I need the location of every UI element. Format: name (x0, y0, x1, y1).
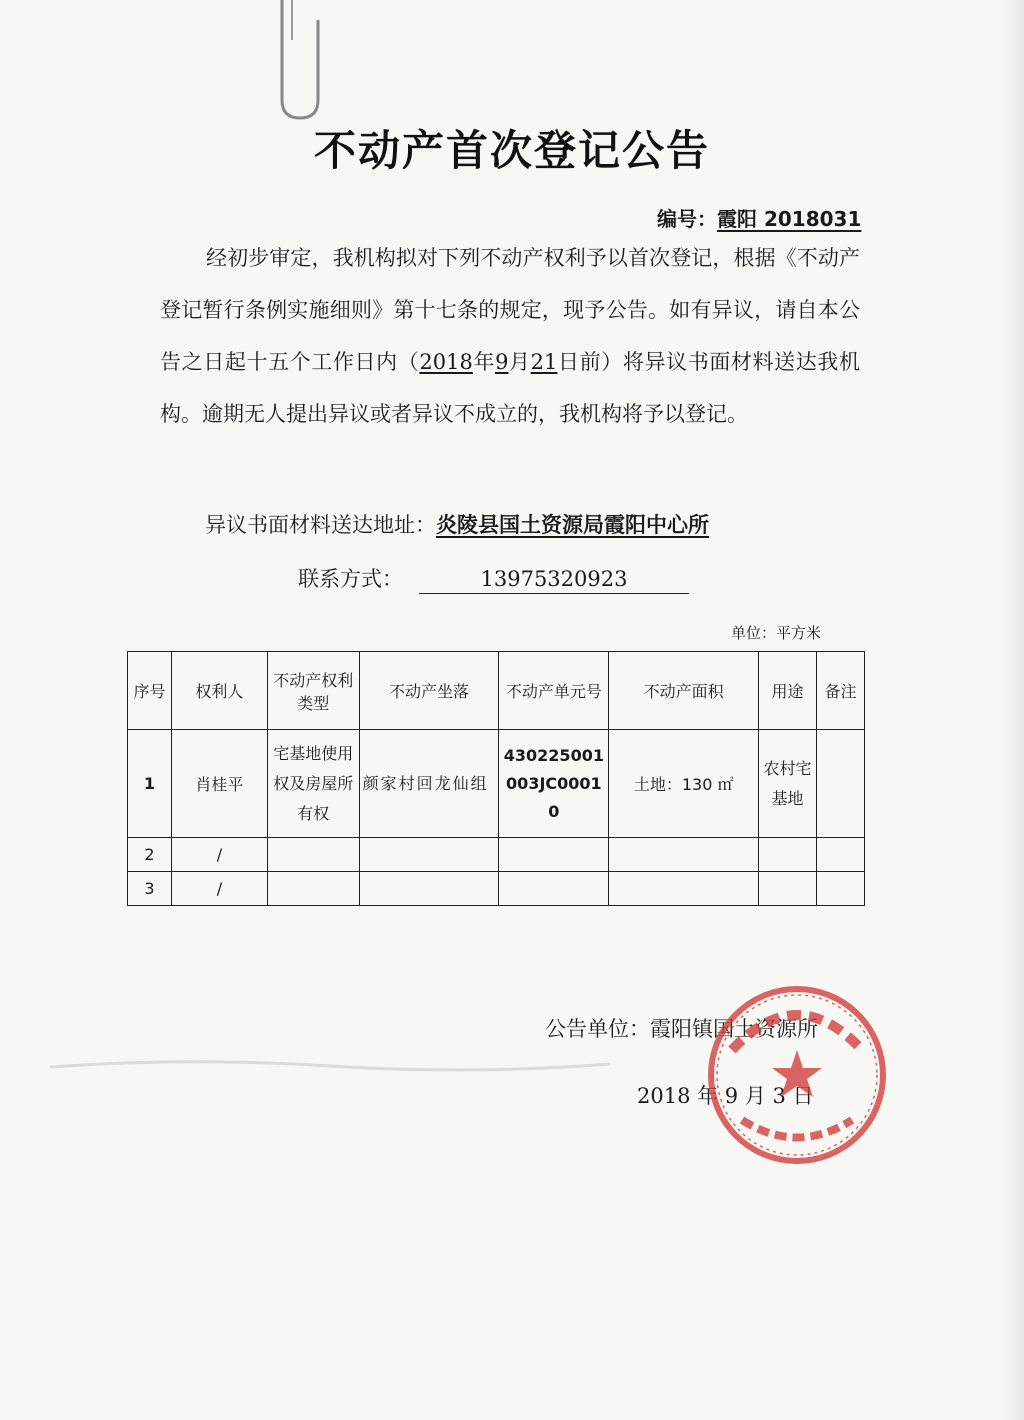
cell-usage (759, 838, 817, 872)
cell-right-type (267, 872, 359, 906)
paper-clip-icon (262, 0, 342, 125)
deadline-day: 21 (530, 350, 558, 374)
cell-remarks (816, 838, 864, 872)
cell-usage: 农村宅基地 (759, 730, 817, 838)
cell-usage (759, 872, 817, 906)
col-header-usage: 用途 (759, 652, 817, 730)
document-number-label: 编号： (657, 207, 717, 231)
col-header-owner: 权利人 (171, 652, 267, 730)
contact-label: 联系方式： (298, 567, 403, 591)
announcement-body (160, 232, 860, 440)
unit-note: 单位：平方米 (731, 624, 822, 642)
col-header-location: 不动产坐落 (359, 652, 499, 730)
objection-address (205, 509, 709, 539)
body-text-part-b: 日前）将异议书面材料送达我机构。逾期无人提出异议或者异议不成立的，我机构将予以登记。 (160, 350, 861, 426)
year-char: 年 (472, 350, 496, 374)
body-text-part-a: 经初步审定，我机构拟对下列不动产权利予以首次登记，根据《不动产登记暂行条例实施细则》第十七条的规定，现予公告。如有异议，请自本公告之日起十五个工作日内（ (160, 246, 860, 374)
table-row (128, 838, 865, 872)
cell-remarks (816, 730, 864, 838)
col-header-unit-number: 不动产单元号 (499, 652, 609, 730)
deadline-month: 9 (495, 350, 509, 374)
col-header-index: 序号 (128, 652, 172, 730)
cell-right-type: 宅基地使用权及房屋所有权 (267, 730, 359, 838)
cell-owner: / (171, 872, 267, 906)
document-title: 不动产首次登记公告 (313, 126, 710, 175)
contact-phone: 13975320923 (419, 567, 689, 594)
cell-unit-number: 430225001003JC00010 (499, 730, 609, 838)
table-row (128, 872, 865, 906)
cell-unit-number (499, 838, 609, 872)
contact-info (298, 563, 689, 594)
publisher-label: 公告单位： (545, 1017, 650, 1041)
document-number (657, 203, 861, 232)
cell-index: 1 (128, 730, 172, 838)
cell-location (359, 872, 499, 906)
table-row (128, 730, 865, 838)
col-header-right-type: 不动产权利类型 (267, 652, 359, 730)
cell-location: 颜家村回龙仙组 (359, 730, 499, 838)
publisher-value: 霞阳镇国土资源所 (650, 1017, 818, 1041)
cell-remarks (816, 872, 864, 906)
official-seal-icon (702, 980, 892, 1170)
cell-unit-number (499, 872, 609, 906)
address-value: 炎陵县国土资源局霞阳中心所 (436, 512, 709, 537)
cell-index: 3 (128, 872, 172, 906)
cell-owner: / (171, 838, 267, 872)
month-char: 月 (508, 350, 531, 374)
property-table (127, 651, 865, 906)
cell-location (359, 838, 499, 872)
deadline-year: 2018 (419, 350, 473, 374)
cell-area (609, 872, 759, 906)
col-header-area: 不动产面积 (609, 652, 759, 730)
cell-area: 土地：130 ㎡ (609, 730, 759, 838)
document-number-value: 霞阳 2018031 (717, 207, 862, 231)
cell-right-type (267, 838, 359, 872)
paper-edge-shadow (1002, 0, 1024, 1420)
cell-index: 2 (128, 838, 172, 872)
address-label: 异议书面材料送达地址： (205, 513, 436, 537)
publish-date: 2018 年 9 月 3 日 (637, 1084, 814, 1108)
cell-area (609, 838, 759, 872)
scan-smudge (50, 1052, 610, 1082)
col-header-remarks: 备注 (816, 652, 864, 730)
cell-owner: 肖桂平 (171, 730, 267, 838)
table-header-row (128, 652, 865, 730)
